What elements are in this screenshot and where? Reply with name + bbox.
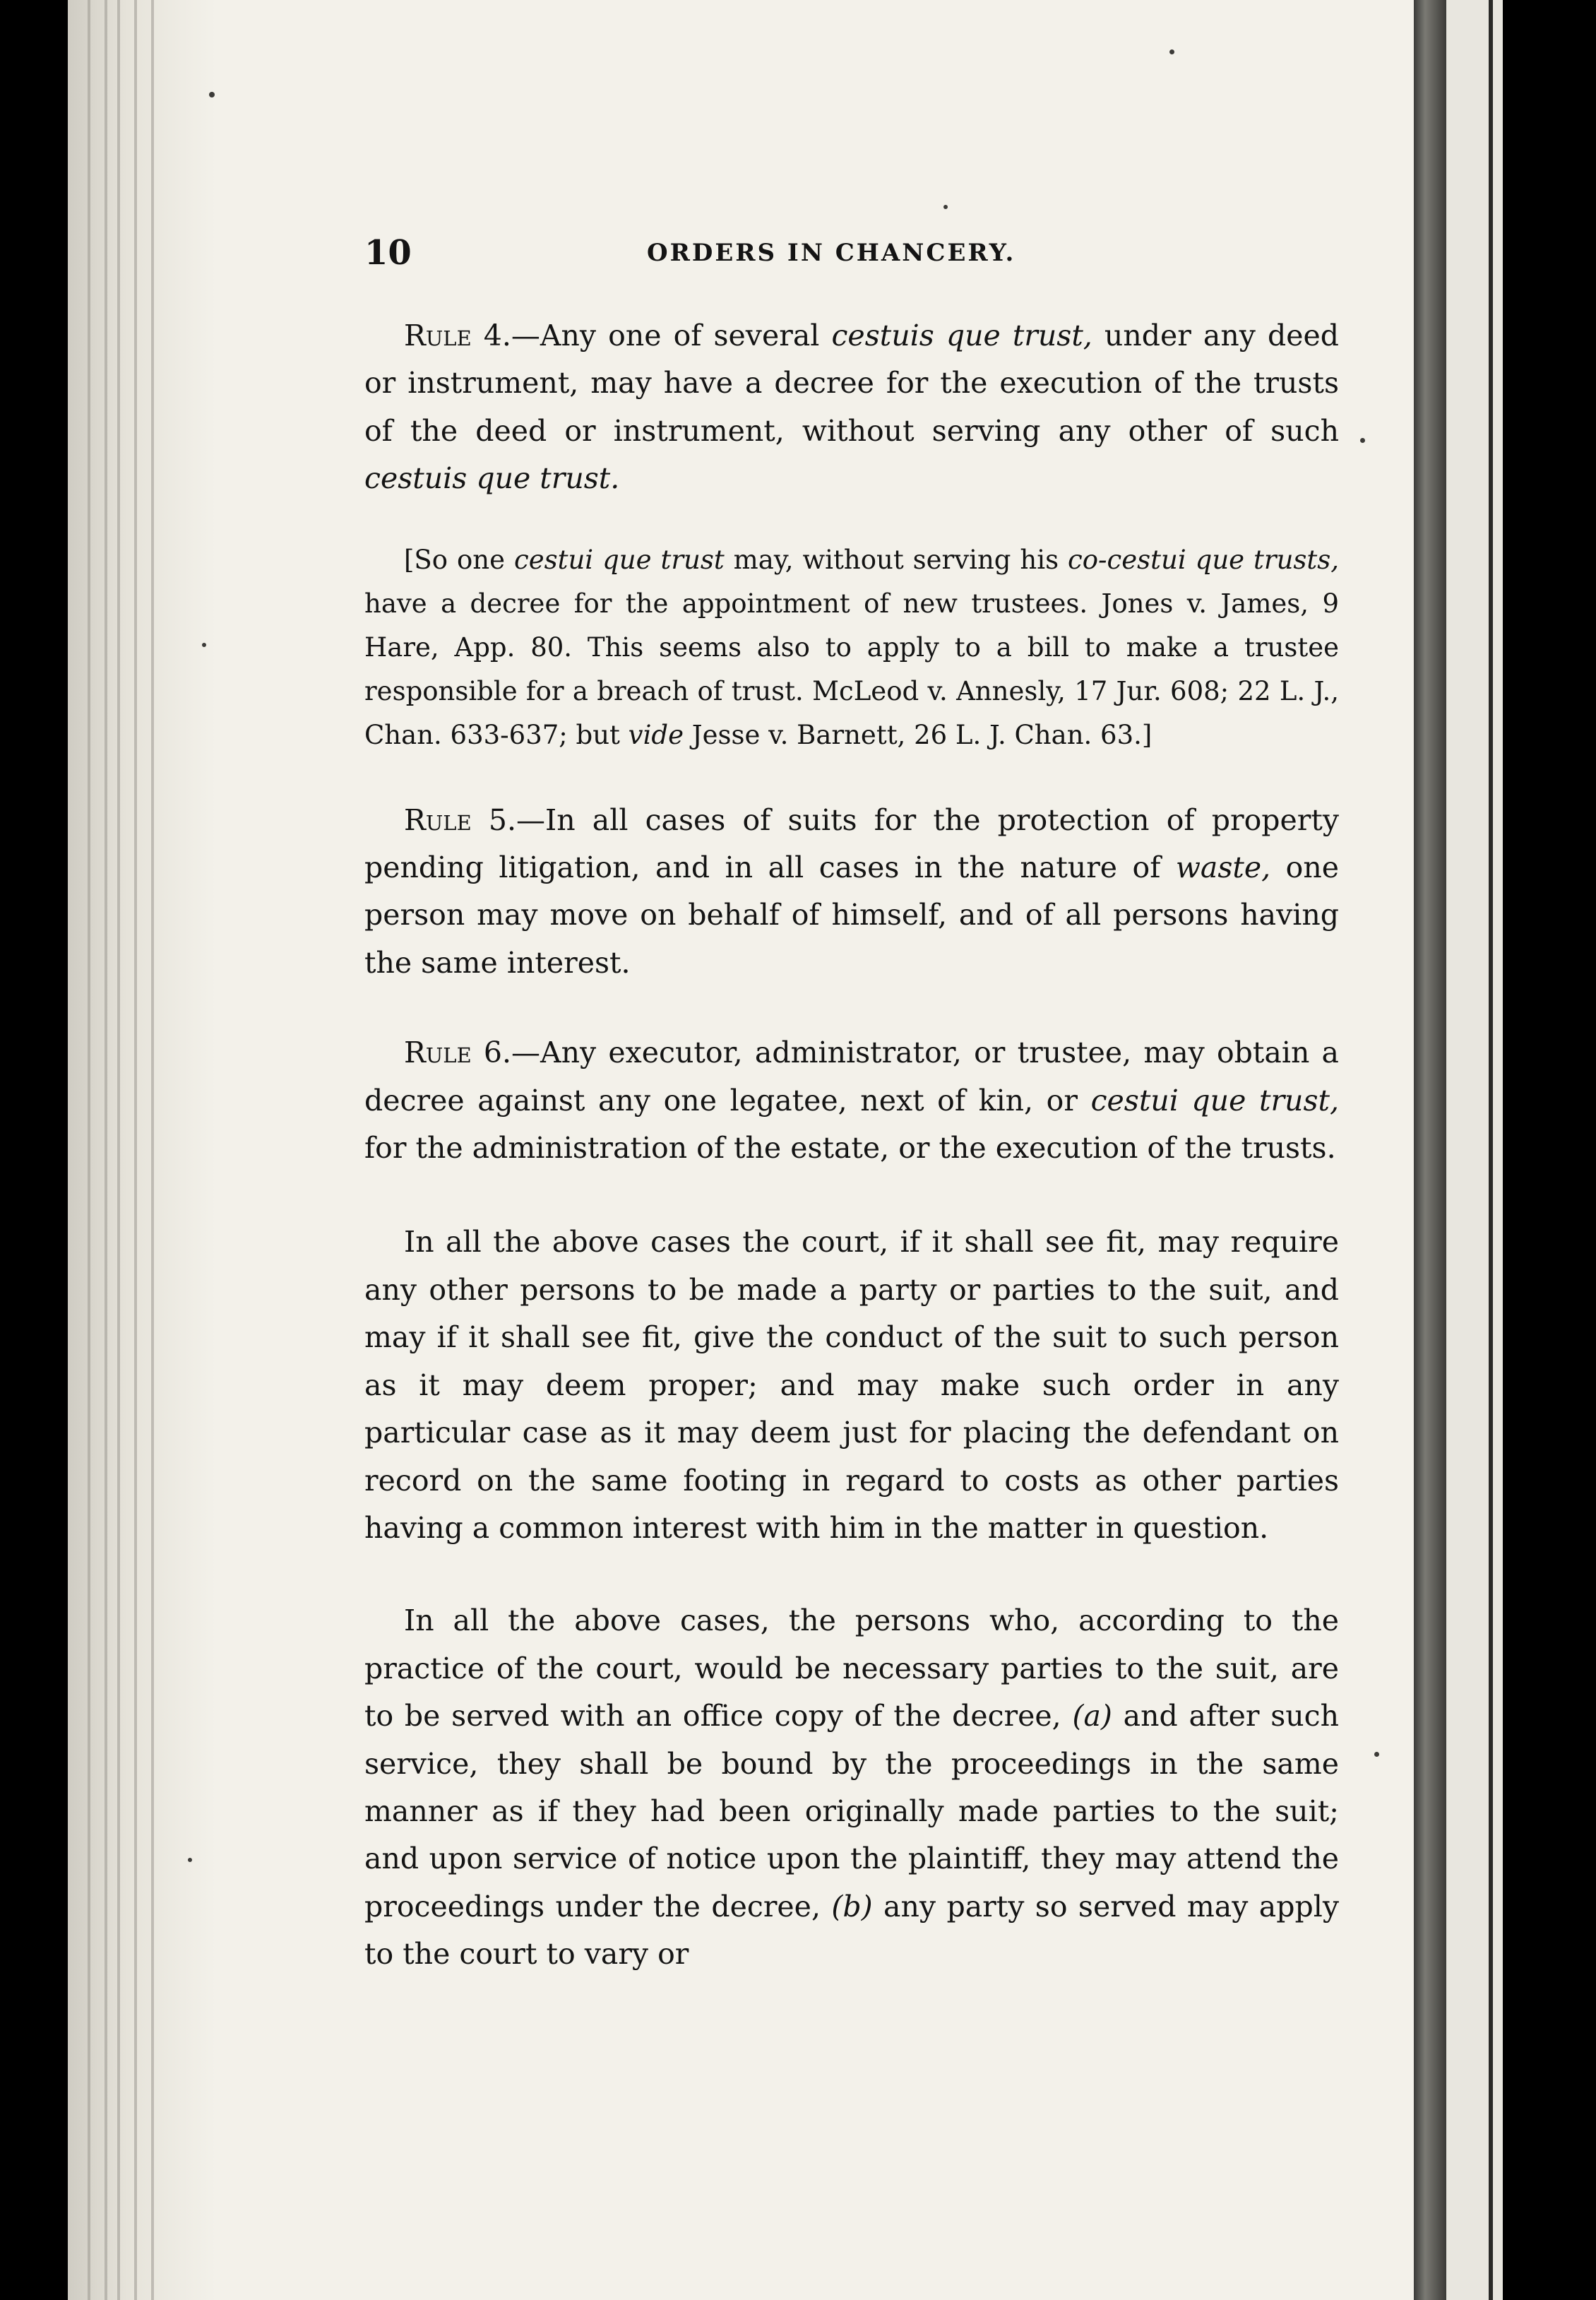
scan-border [1503,0,1596,2300]
rule-4-text: under any deed or instrument, may have a decree for the execution of the trusts of the deed or instrument, without serving any other of such [364,319,1339,448]
page-text [364,233,1339,1979]
binding-shadow [68,0,216,2300]
paragraph-necessary-parties [364,1597,1339,1978]
rule-6-text: —Any executor, administrator, or trustee, may obtain a decree against any one legatee, next of kin, or [364,1036,1339,1118]
scan-speck [1169,49,1174,54]
binding-streak [88,0,90,2300]
page-number: 10 [364,233,412,273]
next-page-line [1489,0,1493,2300]
binding-streak [134,0,137,2300]
page-gutter [1414,0,1446,2300]
binding-streak [151,0,154,2300]
scan-speck [1374,1752,1379,1757]
rule-4-italic: cestuis que trust. [364,461,620,496]
rule-4-text: —Any one of several [511,319,832,352]
paragraph-text: any party so served may apply to the court to vary or [364,1889,1339,1972]
paragraph-above-cases: In all the above cases the court, if it shall see fit, may require any other persons to be made a party or parties to the suit, and may if it shall see fit, give the conduct of the suit to such person as it may deem proper; and may make such order in any particular case as it may deem just for placing the defendant on record on the same footing in regard to costs as other parties having a common interest with him in the matter in question. [364,1225,1339,1545]
scan-speck [188,1858,192,1862]
rule-6-text: for the administration of the estate, or the execution of the trusts. [364,1131,1336,1166]
rule-6-italic: cestui que trust, [1090,1083,1339,1118]
paragraph-text: In all the above cases, the persons who, according to the practice of the court, would be necessary parties to the suit, are to be served with an office copy of the decree, [364,1604,1339,1733]
rule-4-label: Rule 4. [404,319,511,352]
rule-5-text: one person may move on behalf of himself, and of all persons having the same interest. [364,850,1339,980]
rule-6 [364,1029,1339,1172]
rule-5 [364,797,1339,988]
rule-4 [364,312,1339,503]
note-text: may, without serving his [724,544,1068,575]
rule-5-label: Rule 5. [404,802,517,837]
book-page [68,0,1473,2300]
rule-5-text: —In all cases of suits for the protection of property pending litigation, and in all cases in the nature of [364,802,1339,885]
next-page-edge [1446,0,1503,2300]
note-italic: vide [628,719,684,750]
note-rule-4 [364,538,1339,757]
note-text: have a decree for the appointment of new trustees. Jones v. James, 9 Hare, App. 80. This seems also to apply to a bill to make a trustee responsible for a breach of trust. McLeod v. Annesly, 17 Jur. 608; 22 L. J., Chan. 633-637; but [364,588,1339,750]
scan-speck [1360,438,1365,443]
rule-4-italic: cestuis que trust, [831,319,1092,352]
paragraph-text: and after such service, they shall be bound by the proceedings in the same manner as if they had been originally made parties to the suit; and upon service of notice upon the plaintiff, they may attend the proceedings under the decree, [364,1699,1340,1923]
binding-streak [117,0,120,2300]
scan-speck [209,92,215,97]
rule-6-label: Rule 6. [404,1036,512,1070]
scan-speck [943,205,948,209]
footnote-mark-a: (a) [1072,1699,1112,1733]
note-text: Jesse v. Barnett, 26 L. J. Chan. 63.] [684,719,1153,750]
footnote-mark-b: (b) [831,1889,873,1923]
binding-streak [105,0,107,2300]
note-italic: co-cestui que trusts, [1068,544,1340,575]
rule-5-italic: waste, [1175,850,1271,885]
scan-speck [202,643,206,647]
page-header [364,233,1339,290]
note-italic: cestui que trust [513,544,725,575]
running-title: ORDERS IN CHANCERY. [647,239,1016,267]
note-text: [So one [404,544,514,575]
